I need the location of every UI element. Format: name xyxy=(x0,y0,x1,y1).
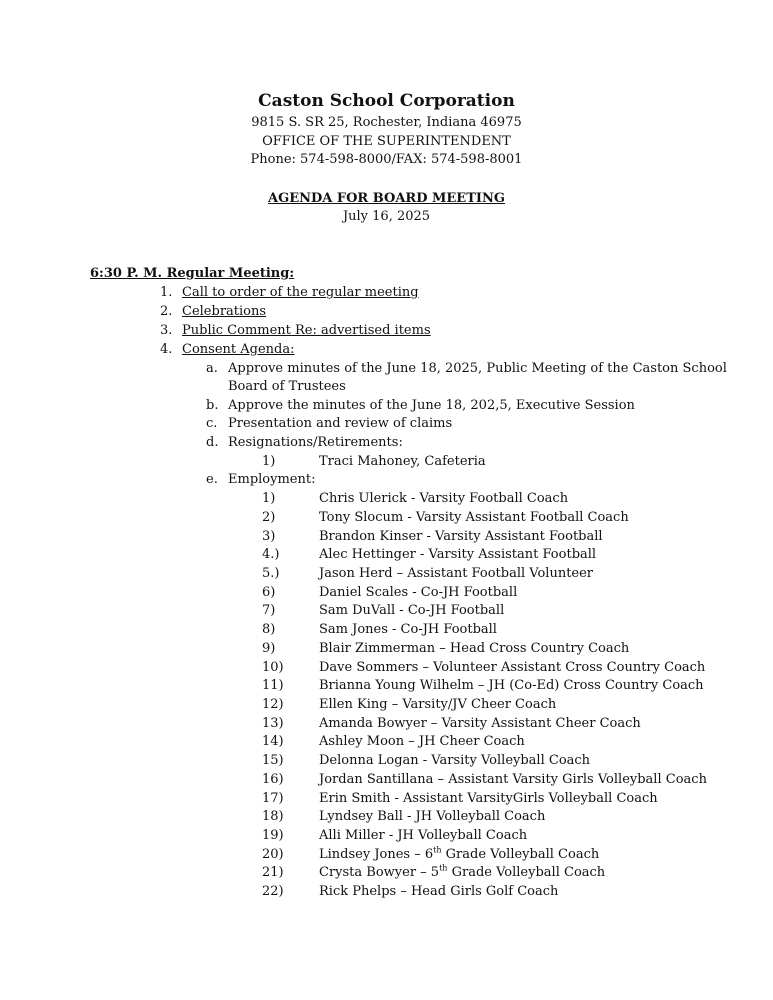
consent-letter: d. xyxy=(206,435,219,450)
resignation-number: 1) xyxy=(262,454,276,469)
employment-entry: Jason Herd – Assistant Football Volunteer xyxy=(319,566,594,581)
item-public-comment: Public Comment Re: advertised items xyxy=(182,323,431,338)
organization-title: Caston School Corporation xyxy=(258,91,515,111)
employment-entry: Ellen King – Varsity/JV Cheer Coach xyxy=(319,697,557,712)
employment-entry: Sam Jones - Co-JH Football xyxy=(319,622,497,637)
employment-number: 2) xyxy=(262,510,276,525)
item-number: 3. xyxy=(160,323,173,338)
employment-entry-text: Grade Volleyball Coach xyxy=(447,865,606,880)
ordinal-suffix: th xyxy=(439,863,448,873)
employment-number: 5.) xyxy=(262,566,280,581)
ordinal-suffix: th xyxy=(433,845,442,855)
section-heading: 6:30 P. M. Regular Meeting: xyxy=(90,266,295,281)
employment-entry: Alli Miller - JH Volleyball Coach xyxy=(319,828,528,843)
employment-number: 7) xyxy=(262,603,276,618)
employment-number: 11) xyxy=(262,678,284,693)
employment-number: 22) xyxy=(262,884,284,899)
employment-number: 10) xyxy=(262,660,284,675)
employment-number: 18) xyxy=(262,809,284,824)
item-call-to-order: Call to order of the regular meeting xyxy=(182,285,419,300)
employment-entry: Erin Smith - Assistant VarsityGirls Volleyball Coach xyxy=(319,791,658,806)
employment-number: 21) xyxy=(262,865,284,880)
organization-address: 9815 S. SR 25, Rochester, Indiana 46975 xyxy=(251,115,522,130)
employment-entry: Tony Slocum - Varsity Assistant Football Coach xyxy=(319,510,629,525)
consent-item-c: Presentation and review of claims xyxy=(228,416,453,431)
consent-letter: c. xyxy=(206,416,218,431)
consent-item-a-line2: Board of Trustees xyxy=(228,379,346,394)
employment-number: 16) xyxy=(262,772,284,787)
employment-entry: Delonna Logan - Varsity Volleyball Coach xyxy=(319,753,591,768)
employment-number: 19) xyxy=(262,828,284,843)
employment-entry xyxy=(319,846,599,863)
consent-letter: e. xyxy=(206,472,218,487)
resignation-entry: Traci Mahoney, Cafeteria xyxy=(319,454,486,469)
consent-item-d: Resignations/Retirements: xyxy=(228,435,403,450)
consent-item-e: Employment: xyxy=(228,472,316,487)
consent-letter: a. xyxy=(206,361,218,376)
employment-number: 17) xyxy=(262,791,284,806)
employment-number: 20) xyxy=(262,847,284,862)
employment-entry: Jordan Santillana – Assistant Varsity Girls Volleyball Coach xyxy=(319,772,707,787)
employment-number: 12) xyxy=(262,697,284,712)
employment-entry: Blair Zimmerman – Head Cross Country Coach xyxy=(319,641,630,656)
employment-number: 1) xyxy=(262,491,276,506)
employment-entry: Dave Sommers – Volunteer Assistant Cross Country Coach xyxy=(319,660,706,675)
item-number: 4. xyxy=(160,342,173,357)
employment-entry: Lyndsey Ball - JH Volleyball Coach xyxy=(319,809,546,824)
employment-entry: Sam DuVall - Co-JH Football xyxy=(319,603,505,618)
meeting-date: July 16, 2025 xyxy=(342,209,431,224)
consent-item-b: Approve the minutes of the June 18, 202,5, Executive Session xyxy=(228,398,635,413)
employment-number: 3) xyxy=(262,529,276,544)
employment-number: 14) xyxy=(262,734,284,749)
office-name: OFFICE OF THE SUPERINTENDENT xyxy=(262,134,511,149)
employment-number: 8) xyxy=(262,622,276,637)
employment-number: 13) xyxy=(262,716,284,731)
contact-phone-fax: Phone: 574-598-8000/FAX: 574-598-8001 xyxy=(250,152,523,167)
employment-number: 9) xyxy=(262,641,276,656)
employment-number: 4.) xyxy=(262,547,280,562)
employment-entry: Amanda Bowyer – Varsity Assistant Cheer Coach xyxy=(319,716,641,731)
employment-entry: Rick Phelps – Head Girls Golf Coach xyxy=(319,884,559,899)
item-consent-agenda: Consent Agenda: xyxy=(182,342,295,357)
consent-item-a-line1: Approve minutes of the June 18, 2025, Public Meeting of the Caston School xyxy=(228,361,727,376)
employment-entry: Brandon Kinser - Varsity Assistant Football xyxy=(319,529,603,544)
employment-entry: Ashley Moon – JH Cheer Coach xyxy=(319,734,525,749)
employment-entry: Chris Ulerick - Varsity Football Coach xyxy=(319,491,569,506)
employment-entry: Brianna Young Wilhelm – JH (Co-Ed) Cross Country Coach xyxy=(319,678,704,693)
employment-entry-text: Crysta Bowyer – 5 xyxy=(319,865,440,880)
employment-number: 15) xyxy=(262,753,284,768)
employment-number: 6) xyxy=(262,585,276,600)
employment-entry-text: Grade Volleyball Coach xyxy=(441,847,600,862)
employment-entry: Alec Hettinger - Varsity Assistant Football xyxy=(319,547,597,562)
employment-entry-text: Lindsey Jones – 6 xyxy=(319,847,434,862)
consent-letter: b. xyxy=(206,398,219,413)
agenda-heading: AGENDA FOR BOARD MEETING xyxy=(268,191,505,206)
item-number: 1. xyxy=(160,285,173,300)
employment-entry: Daniel Scales - Co-JH Football xyxy=(319,585,518,600)
item-celebrations: Celebrations xyxy=(182,304,267,319)
employment-entry xyxy=(319,864,605,881)
item-number: 2. xyxy=(160,304,173,319)
